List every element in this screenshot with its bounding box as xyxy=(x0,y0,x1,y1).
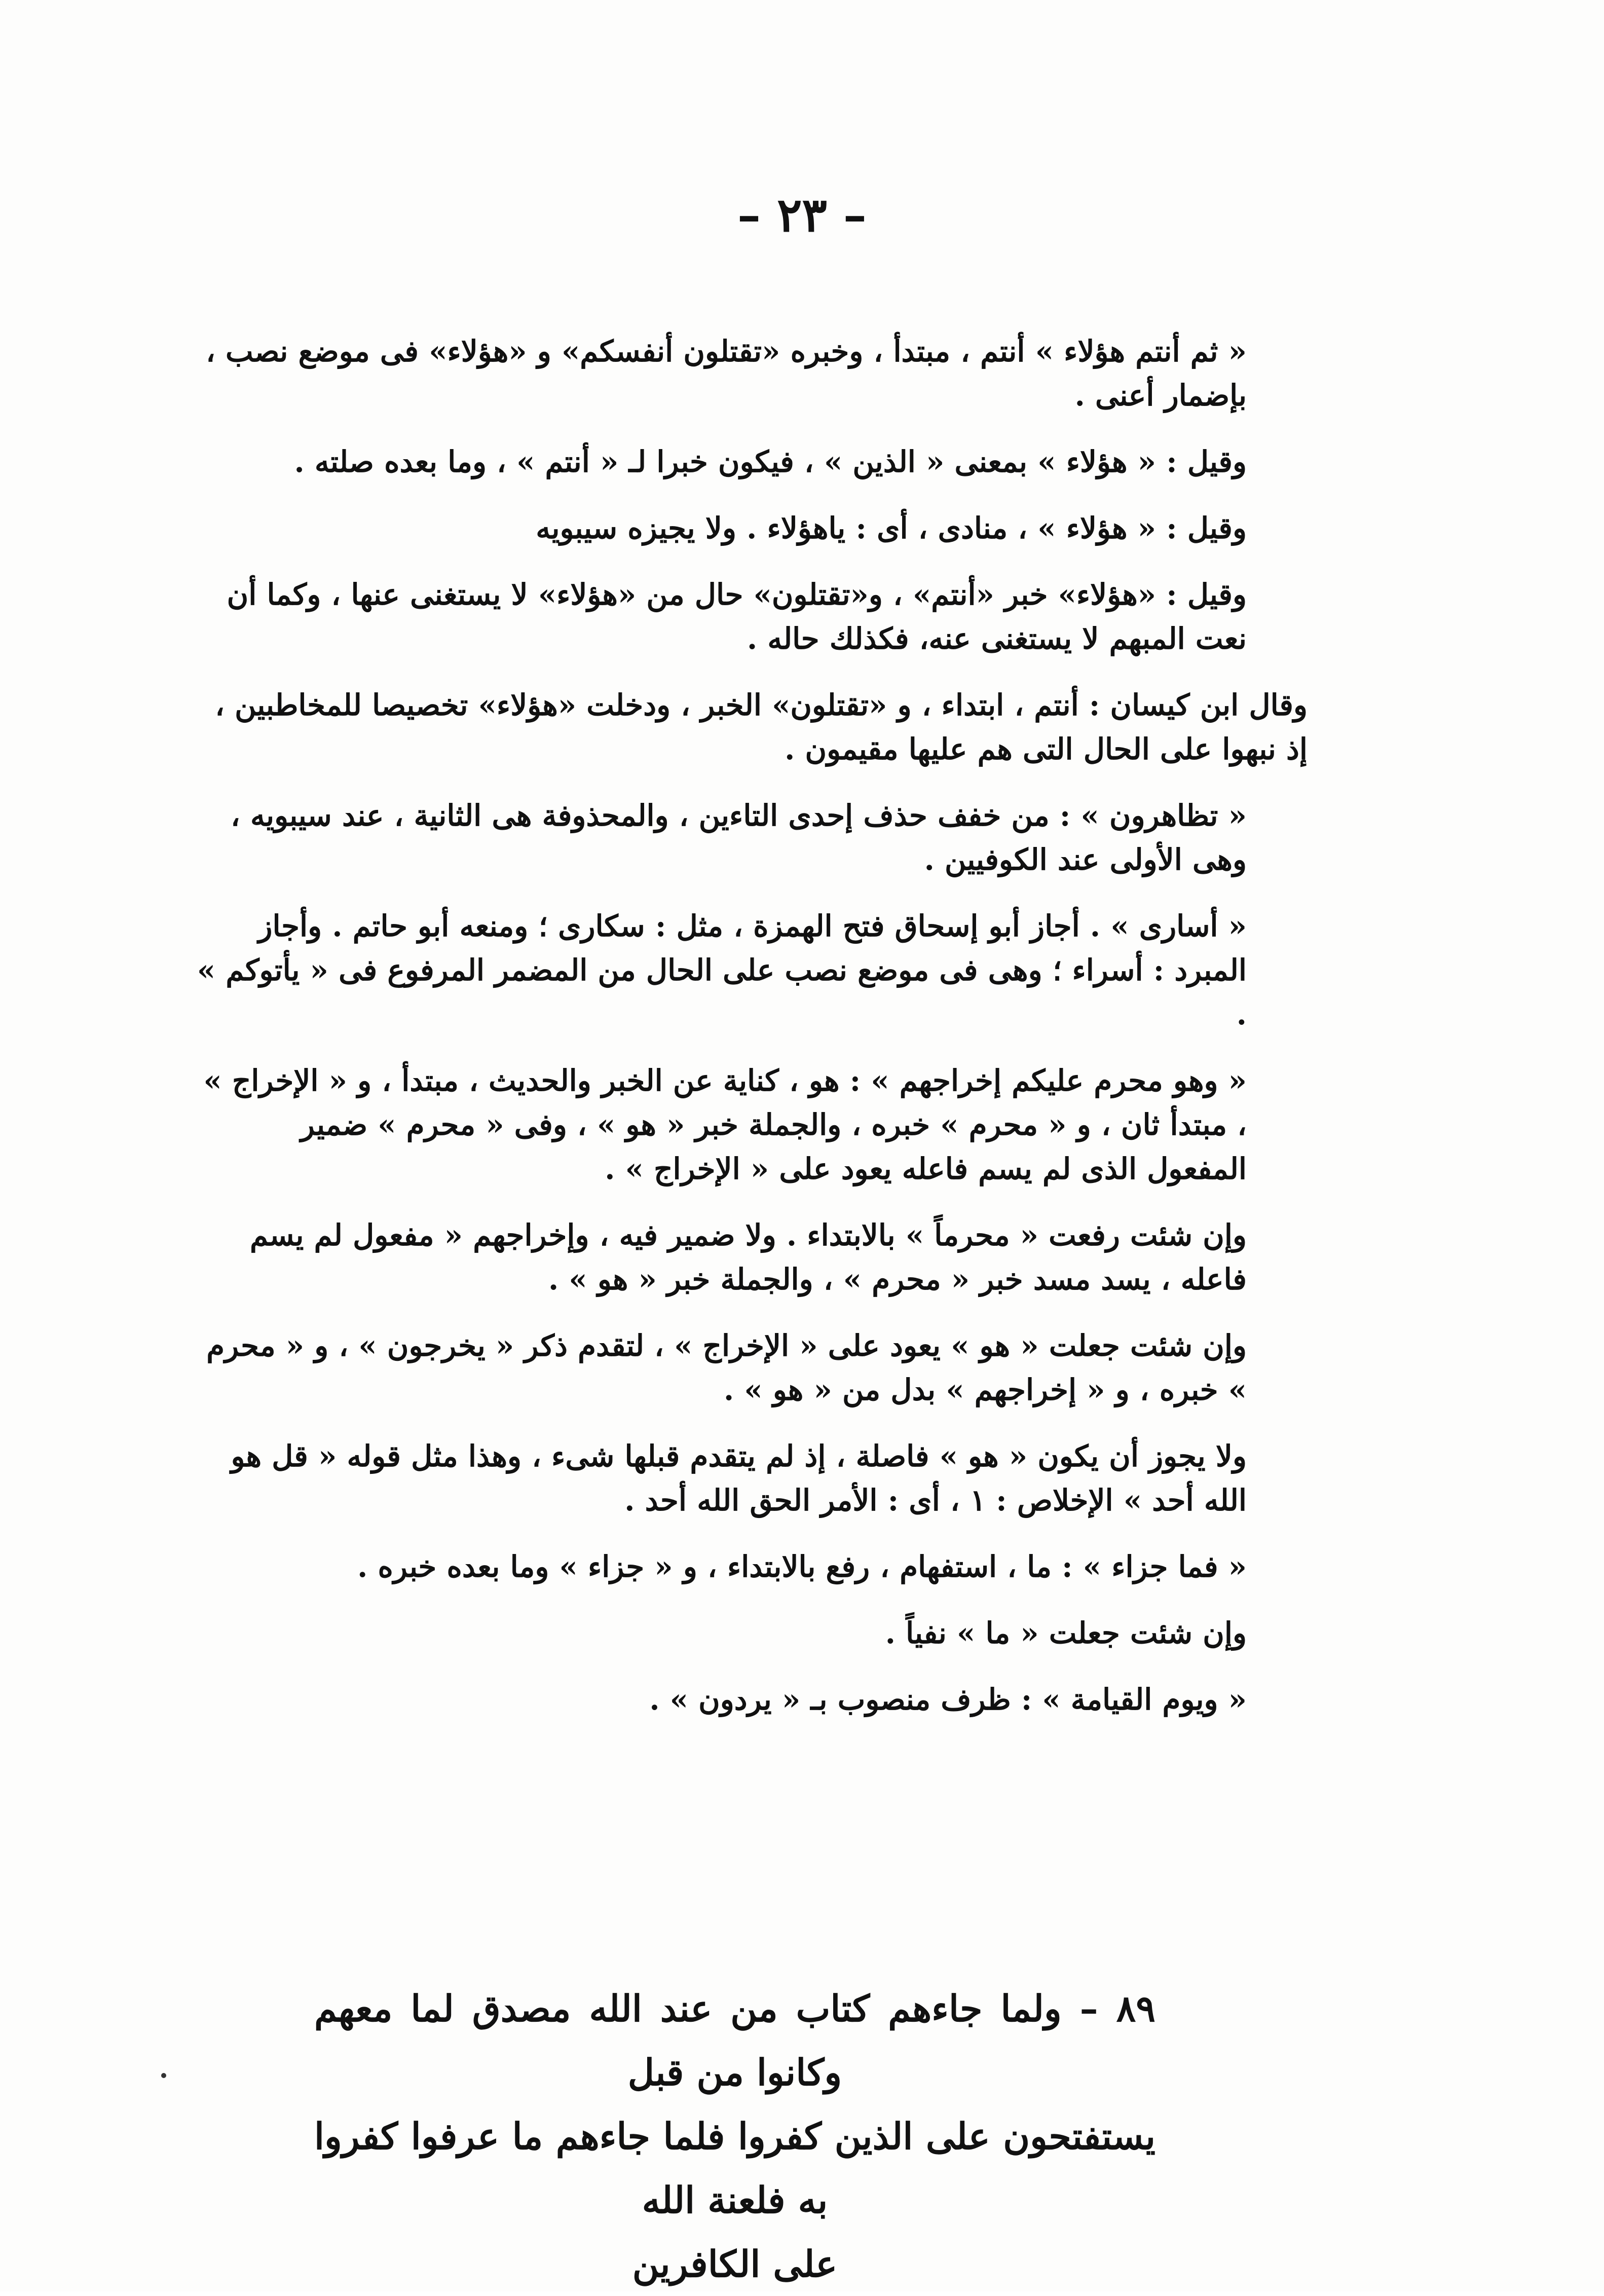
paragraph: « ويوم القيامة » : ظرف منصوب بـ « يردون » . xyxy=(649,1682,1247,1717)
verse-line: على الكافرين xyxy=(632,2242,838,2285)
paragraph: ولا يجوز أن يكون « هو » فاصلة ، إذ لم يتقدم قبلها شىء ، وهذا مثل قوله « قل هو الله أحد » الإخلاص : ١ ، أى : الأمر الحق الله أحد . xyxy=(231,1439,1247,1517)
paragraph: وقيل : « هؤلاء » ، منادى ، أى : ياهؤلاء . ولا يجيزه سيبويه xyxy=(536,511,1247,545)
verse-line: ٨٩ – ولما جاءهم كتاب من عند الله مصدق لما معهم وكانوا من قبل xyxy=(314,1987,1155,2094)
page-number: – ٢٣ – xyxy=(737,188,867,242)
paragraph: « وهو محرم عليكم إخراجهم » : هو ، كناية عن الخبر والحديث ، مبتدأ ، و « الإخراج » ، مبتدأ ثان ، و « محرم » خبره ، والجملة خبر « هو » ، وفى « محرم » ضمير المفعول الذى لم يسم فاعله يعود على « الإخراج » . xyxy=(203,1063,1247,1186)
margin-speck xyxy=(161,2073,166,2078)
paragraph: وقيل : «هؤلاء» خبر «أنتم» ، و«تقتلون» حال من «هؤلاء» لا يستغنى عنها ، وكما أن نعت المبهم لا يستغنى عنه، فكذلك حاله . xyxy=(227,577,1247,656)
verse-line: يستفتحون على الذين كفروا فلما جاءهم ما عرفوا كفروا به فلعنة الله xyxy=(314,2115,1155,2221)
quran-verse xyxy=(314,1977,1155,2296)
commentary-body xyxy=(193,329,1308,1744)
paragraph: « ثم أنتم هؤلاء » أنتم ، مبتدأ ، وخبره «تقتلون أنفسكم» و «هؤلاء» فى موضع نصب ، بإضمار أعنى . xyxy=(206,334,1247,413)
paragraph: وقال ابن كيسان : أنتم ، ابتداء ، و «تقتلون» الخبر ، ودخلت «هؤلاء» تخصيصا للمخاطبين ، إذ نبهوا على الحال التى هم عليها مقيمون . xyxy=(215,688,1308,766)
paragraph: « أسارى » . أجاز أبو إسحاق فتح الهمزة ، مثل : سكارى ؛ ومنعه أبو حاتم . وأجاز المبرد : أسراء ؛ وهى فى موضع نصب على الحال من المضمر المرفوع فى « يأتوكم » . xyxy=(197,909,1247,1031)
paragraph: « تظاهرون » : من خفف حذف إحدى التاءين ، والمحذوفة هى الثانية ، عند سيبويه ، وهى الأولى عند الكوفيين . xyxy=(231,798,1247,877)
paragraph: وإن شئت جعلت « هو » يعود على « الإخراج » ، لتقدم ذكر « يخرجون » ، و « محرم » خبره ، و « إخراجهم » بدل من « هو » . xyxy=(206,1328,1247,1407)
paragraph: « فما جزاء » : ما ، استفهام ، رفع بالابتداء ، و « جزاء » وما بعده خبره . xyxy=(357,1549,1247,1584)
paragraph: وإن شئت جعلت « ما » نفياً . xyxy=(885,1616,1247,1650)
paragraph: وقيل : « هؤلاء » بمعنى « الذين » ، فيكون خبرا لـ « أنتم » ، وما بعده صلته . xyxy=(294,445,1247,479)
paragraph: وإن شئت رفعت « محرماً » بالابتداء . ولا ضمير فيه ، وإخراجهم « مفعول لم يسم فاعله ، يسد مسد خبر « محرم » ، والجملة خبر « هو » . xyxy=(249,1218,1247,1297)
